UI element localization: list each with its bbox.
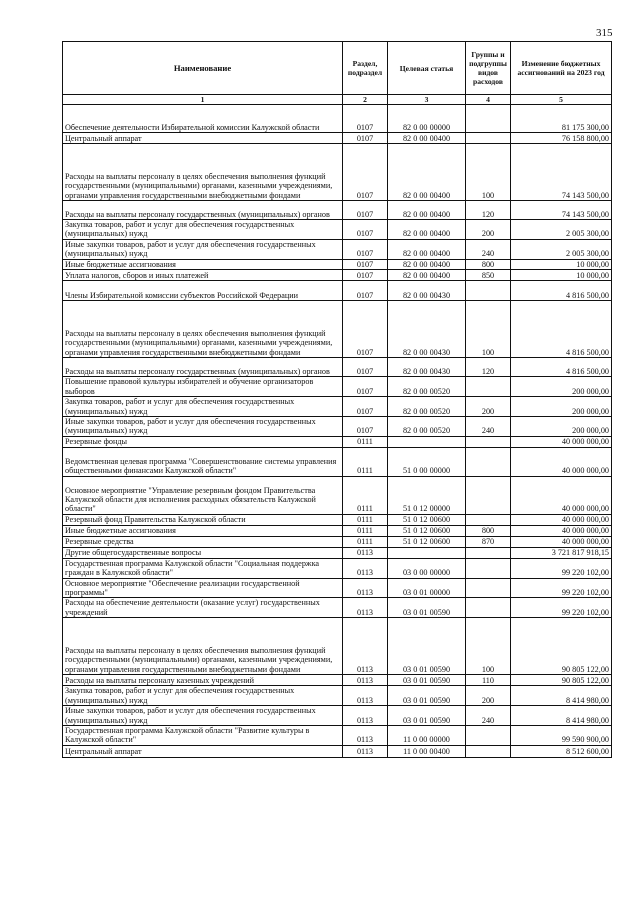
row-section: 0107	[343, 377, 388, 397]
row-amount: 8 414 980,00	[511, 686, 612, 706]
budget-table	[62, 41, 612, 758]
header-groups: Группы и подгруппы видов расходов	[466, 42, 511, 95]
row-name: Центральный аппарат	[63, 133, 343, 144]
row-name: Расходы на выплаты персоналу казенных учреждений	[63, 675, 343, 686]
column-number: 5	[511, 95, 612, 105]
row-section: 0107	[343, 397, 388, 417]
table-row	[63, 417, 612, 437]
header-name: Наименование	[63, 42, 343, 95]
row-name: Иные бюджетные ассигнования	[63, 525, 343, 536]
row-amount: 4 816 500,00	[511, 301, 612, 358]
row-target: 51 0 12 00600	[388, 536, 466, 547]
row-target: 82 0 00 00520	[388, 417, 466, 437]
row-name: Расходы на выплаты персоналу государственных (муниципальных) органов	[63, 358, 343, 377]
row-target: 51 0 12 00600	[388, 525, 466, 536]
row-target: 03 0 01 00000	[388, 578, 466, 598]
row-target: 51 0 12 00000	[388, 476, 466, 514]
row-section: 0107	[343, 144, 388, 201]
row-group	[466, 578, 511, 598]
row-group	[466, 514, 511, 525]
table-row	[63, 745, 612, 757]
row-group	[466, 281, 511, 301]
row-section: 0111	[343, 436, 388, 447]
row-name: Резервные фонды	[63, 436, 343, 447]
table-row	[63, 270, 612, 281]
row-name: Центральный аппарат	[63, 745, 343, 757]
row-amount: 90 805 122,00	[511, 675, 612, 686]
row-group: 100	[466, 618, 511, 675]
column-number: 4	[466, 95, 511, 105]
row-name: Уплата налогов, сборов и иных платежей	[63, 270, 343, 281]
header-target: Целевая статья	[388, 42, 466, 95]
row-target: 82 0 00 00400	[388, 201, 466, 220]
row-amount: 40 000 000,00	[511, 476, 612, 514]
row-amount: 40 000 000,00	[511, 436, 612, 447]
row-section: 0111	[343, 525, 388, 536]
row-name: Иные закупки товаров, работ и услуг для обеспечения государственных (муниципальных) нужд	[63, 239, 343, 259]
row-group	[466, 547, 511, 558]
row-name: Основное мероприятие "Управление резервным фондом Правительства Калужской области для исполнения расходных обязательств Калужской области"	[63, 476, 343, 514]
row-target: 03 0 01 00590	[388, 675, 466, 686]
table-row	[63, 578, 612, 598]
row-amount: 40 000 000,00	[511, 525, 612, 536]
table-header-row	[63, 42, 612, 95]
table-row	[63, 301, 612, 358]
row-amount: 8 512 600,00	[511, 745, 612, 757]
row-name: Государственная программа Калужской области "Социальная поддержка граждан в Калужской области"	[63, 558, 343, 578]
row-amount: 2 005 300,00	[511, 220, 612, 240]
page-number: 315	[596, 27, 613, 39]
row-name: Расходы на обеспечение деятельности (оказание услуг) государственных учреждений	[63, 598, 343, 618]
table-row	[63, 377, 612, 397]
row-target: 51 0 00 00000	[388, 447, 466, 476]
row-target: 82 0 00 00430	[388, 281, 466, 301]
row-group: 240	[466, 706, 511, 726]
column-number: 1	[63, 95, 343, 105]
table-row	[63, 397, 612, 417]
row-name: Закупка товаров, работ и услуг для обеспечения государственных (муниципальных) нужд	[63, 686, 343, 706]
column-number-row	[63, 95, 612, 105]
row-section: 0107	[343, 133, 388, 144]
row-name: Расходы на выплаты персоналу в целях обеспечения выполнения функций государственными (муниципальными) органами, казенными учреждениями, органами управления государственными внебюджетными фондами	[63, 301, 343, 358]
row-section: 0107	[343, 270, 388, 281]
row-target: 03 0 01 00590	[388, 618, 466, 675]
row-amount: 200 000,00	[511, 377, 612, 397]
row-target: 82 0 00 00000	[388, 105, 466, 133]
table-row	[63, 598, 612, 618]
table-row	[63, 476, 612, 514]
row-target: 82 0 00 00400	[388, 144, 466, 201]
row-name: Расходы на выплаты персоналу в целях обеспечения выполнения функций государственными (муниципальными) органами, казенными учреждениями, органами управления государственными внебюджетными фондами	[63, 618, 343, 675]
table-row	[63, 358, 612, 377]
row-group: 100	[466, 301, 511, 358]
table-row	[63, 525, 612, 536]
row-name: Резервный фонд Правительства Калужской области	[63, 514, 343, 525]
table-row	[63, 725, 612, 745]
table-row	[63, 144, 612, 201]
row-section: 0111	[343, 536, 388, 547]
table-body	[63, 105, 612, 758]
row-target	[388, 436, 466, 447]
row-section: 0107	[343, 239, 388, 259]
row-group: 200	[466, 397, 511, 417]
row-section: 0113	[343, 598, 388, 618]
row-name: Другие общегосударственные вопросы	[63, 547, 343, 558]
table-row	[63, 447, 612, 476]
row-group	[466, 133, 511, 144]
row-section: 0107	[343, 281, 388, 301]
row-section: 0107	[343, 201, 388, 220]
row-name: Расходы на выплаты персоналу государственных (муниципальных) органов	[63, 201, 343, 220]
row-amount: 3 721 817 918,15	[511, 547, 612, 558]
row-section: 0113	[343, 706, 388, 726]
row-amount: 40 000 000,00	[511, 536, 612, 547]
row-amount: 4 816 500,00	[511, 358, 612, 377]
table-row	[63, 105, 612, 133]
table-row	[63, 706, 612, 726]
row-name: Иные закупки товаров, работ и услуг для обеспечения государственных (муниципальных) нужд	[63, 706, 343, 726]
row-name: Обеспечение деятельности Избирательной комиссии Калужской области	[63, 105, 343, 133]
row-name: Резервные средства	[63, 536, 343, 547]
row-section: 0111	[343, 514, 388, 525]
row-section: 0107	[343, 259, 388, 269]
row-target: 82 0 00 00520	[388, 377, 466, 397]
row-group	[466, 447, 511, 476]
header-amount: Изменение бюджетных ассигнований на 2023 год	[511, 42, 612, 95]
row-section: 0111	[343, 447, 388, 476]
row-name: Ведомственная целевая программа "Совершенствование системы управления общественными финансами Калужской области"	[63, 447, 343, 476]
table-row	[63, 201, 612, 220]
table-row	[63, 259, 612, 269]
row-target: 82 0 00 00520	[388, 397, 466, 417]
row-target: 11 0 00 00400	[388, 745, 466, 757]
row-name: Закупка товаров, работ и услуг для обеспечения государственных (муниципальных) нужд	[63, 220, 343, 240]
table-row	[63, 239, 612, 259]
row-target: 03 0 01 00590	[388, 686, 466, 706]
row-target: 82 0 00 00430	[388, 301, 466, 358]
row-amount: 200 000,00	[511, 417, 612, 437]
row-group: 120	[466, 201, 511, 220]
row-group	[466, 436, 511, 447]
row-target: 51 0 12 00600	[388, 514, 466, 525]
column-number: 3	[388, 95, 466, 105]
row-amount: 99 590 900,00	[511, 725, 612, 745]
row-target: 03 0 00 00000	[388, 558, 466, 578]
row-name: Повышение правовой культуры избирателей и обучение организаторов выборов	[63, 377, 343, 397]
row-name: Иные бюджетные ассигнования	[63, 259, 343, 269]
row-amount: 8 414 980,00	[511, 706, 612, 726]
column-number: 2	[343, 95, 388, 105]
row-section: 0113	[343, 686, 388, 706]
row-group: 850	[466, 270, 511, 281]
table-row	[63, 133, 612, 144]
row-amount: 200 000,00	[511, 397, 612, 417]
row-section: 0113	[343, 725, 388, 745]
row-amount: 4 816 500,00	[511, 281, 612, 301]
row-name: Члены Избирательной комиссии субъектов Российской Федерации	[63, 281, 343, 301]
row-amount: 74 143 500,00	[511, 201, 612, 220]
row-group	[466, 476, 511, 514]
row-target: 03 0 01 00590	[388, 706, 466, 726]
row-group: 240	[466, 239, 511, 259]
row-group	[466, 558, 511, 578]
row-target: 82 0 00 00400	[388, 239, 466, 259]
row-section: 0113	[343, 675, 388, 686]
row-name: Основное мероприятие "Обеспечение реализации государственной программы"	[63, 578, 343, 598]
table-row	[63, 547, 612, 558]
table-row	[63, 436, 612, 447]
row-section: 0107	[343, 417, 388, 437]
row-target: 11 0 00 00000	[388, 725, 466, 745]
row-section: 0107	[343, 220, 388, 240]
row-amount: 2 005 300,00	[511, 239, 612, 259]
row-group	[466, 105, 511, 133]
row-name: Иные закупки товаров, работ и услуг для обеспечения государственных (муниципальных) нужд	[63, 417, 343, 437]
row-group: 110	[466, 675, 511, 686]
table-row	[63, 536, 612, 547]
row-group	[466, 725, 511, 745]
row-target	[388, 547, 466, 558]
row-target: 82 0 00 00430	[388, 358, 466, 377]
row-target: 82 0 00 00400	[388, 133, 466, 144]
row-target: 82 0 00 00400	[388, 259, 466, 269]
row-section: 0113	[343, 745, 388, 757]
row-name: Расходы на выплаты персоналу в целях обеспечения выполнения функций государственными (муниципальными) органами, казенными учреждениями, органами управления государственными внебюджетными фондами	[63, 144, 343, 201]
row-group: 200	[466, 220, 511, 240]
row-group	[466, 745, 511, 757]
row-section: 0111	[343, 476, 388, 514]
row-group: 200	[466, 686, 511, 706]
row-amount: 99 220 102,00	[511, 578, 612, 598]
row-section: 0107	[343, 301, 388, 358]
table-row	[63, 281, 612, 301]
row-group: 240	[466, 417, 511, 437]
row-amount: 99 220 102,00	[511, 558, 612, 578]
row-amount: 90 805 122,00	[511, 618, 612, 675]
row-group: 100	[466, 144, 511, 201]
table-row	[63, 220, 612, 240]
table-row	[63, 618, 612, 675]
row-amount: 81 175 300,00	[511, 105, 612, 133]
row-section: 0113	[343, 558, 388, 578]
row-target: 03 0 01 00590	[388, 598, 466, 618]
row-amount: 99 220 102,00	[511, 598, 612, 618]
row-name: Закупка товаров, работ и услуг для обеспечения государственных (муниципальных) нужд	[63, 397, 343, 417]
row-amount: 74 143 500,00	[511, 144, 612, 201]
row-amount: 76 158 800,00	[511, 133, 612, 144]
header-section: Раздел, подраздел	[343, 42, 388, 95]
row-target: 82 0 00 00400	[388, 270, 466, 281]
row-amount: 40 000 000,00	[511, 514, 612, 525]
row-group: 800	[466, 525, 511, 536]
table-row	[63, 686, 612, 706]
row-section: 0107	[343, 358, 388, 377]
row-section: 0107	[343, 105, 388, 133]
row-section: 0113	[343, 618, 388, 675]
row-group: 800	[466, 259, 511, 269]
row-group	[466, 377, 511, 397]
row-group: 120	[466, 358, 511, 377]
row-group: 870	[466, 536, 511, 547]
row-target: 82 0 00 00400	[388, 220, 466, 240]
table-row	[63, 675, 612, 686]
row-section: 0113	[343, 578, 388, 598]
row-group	[466, 598, 511, 618]
row-section: 0113	[343, 547, 388, 558]
row-amount: 10 000,00	[511, 259, 612, 269]
table-row	[63, 558, 612, 578]
row-amount: 40 000 000,00	[511, 447, 612, 476]
row-amount: 10 000,00	[511, 270, 612, 281]
row-name: Государственная программа Калужской области "Развитие культуры в Калужской области"	[63, 725, 343, 745]
table-row	[63, 514, 612, 525]
